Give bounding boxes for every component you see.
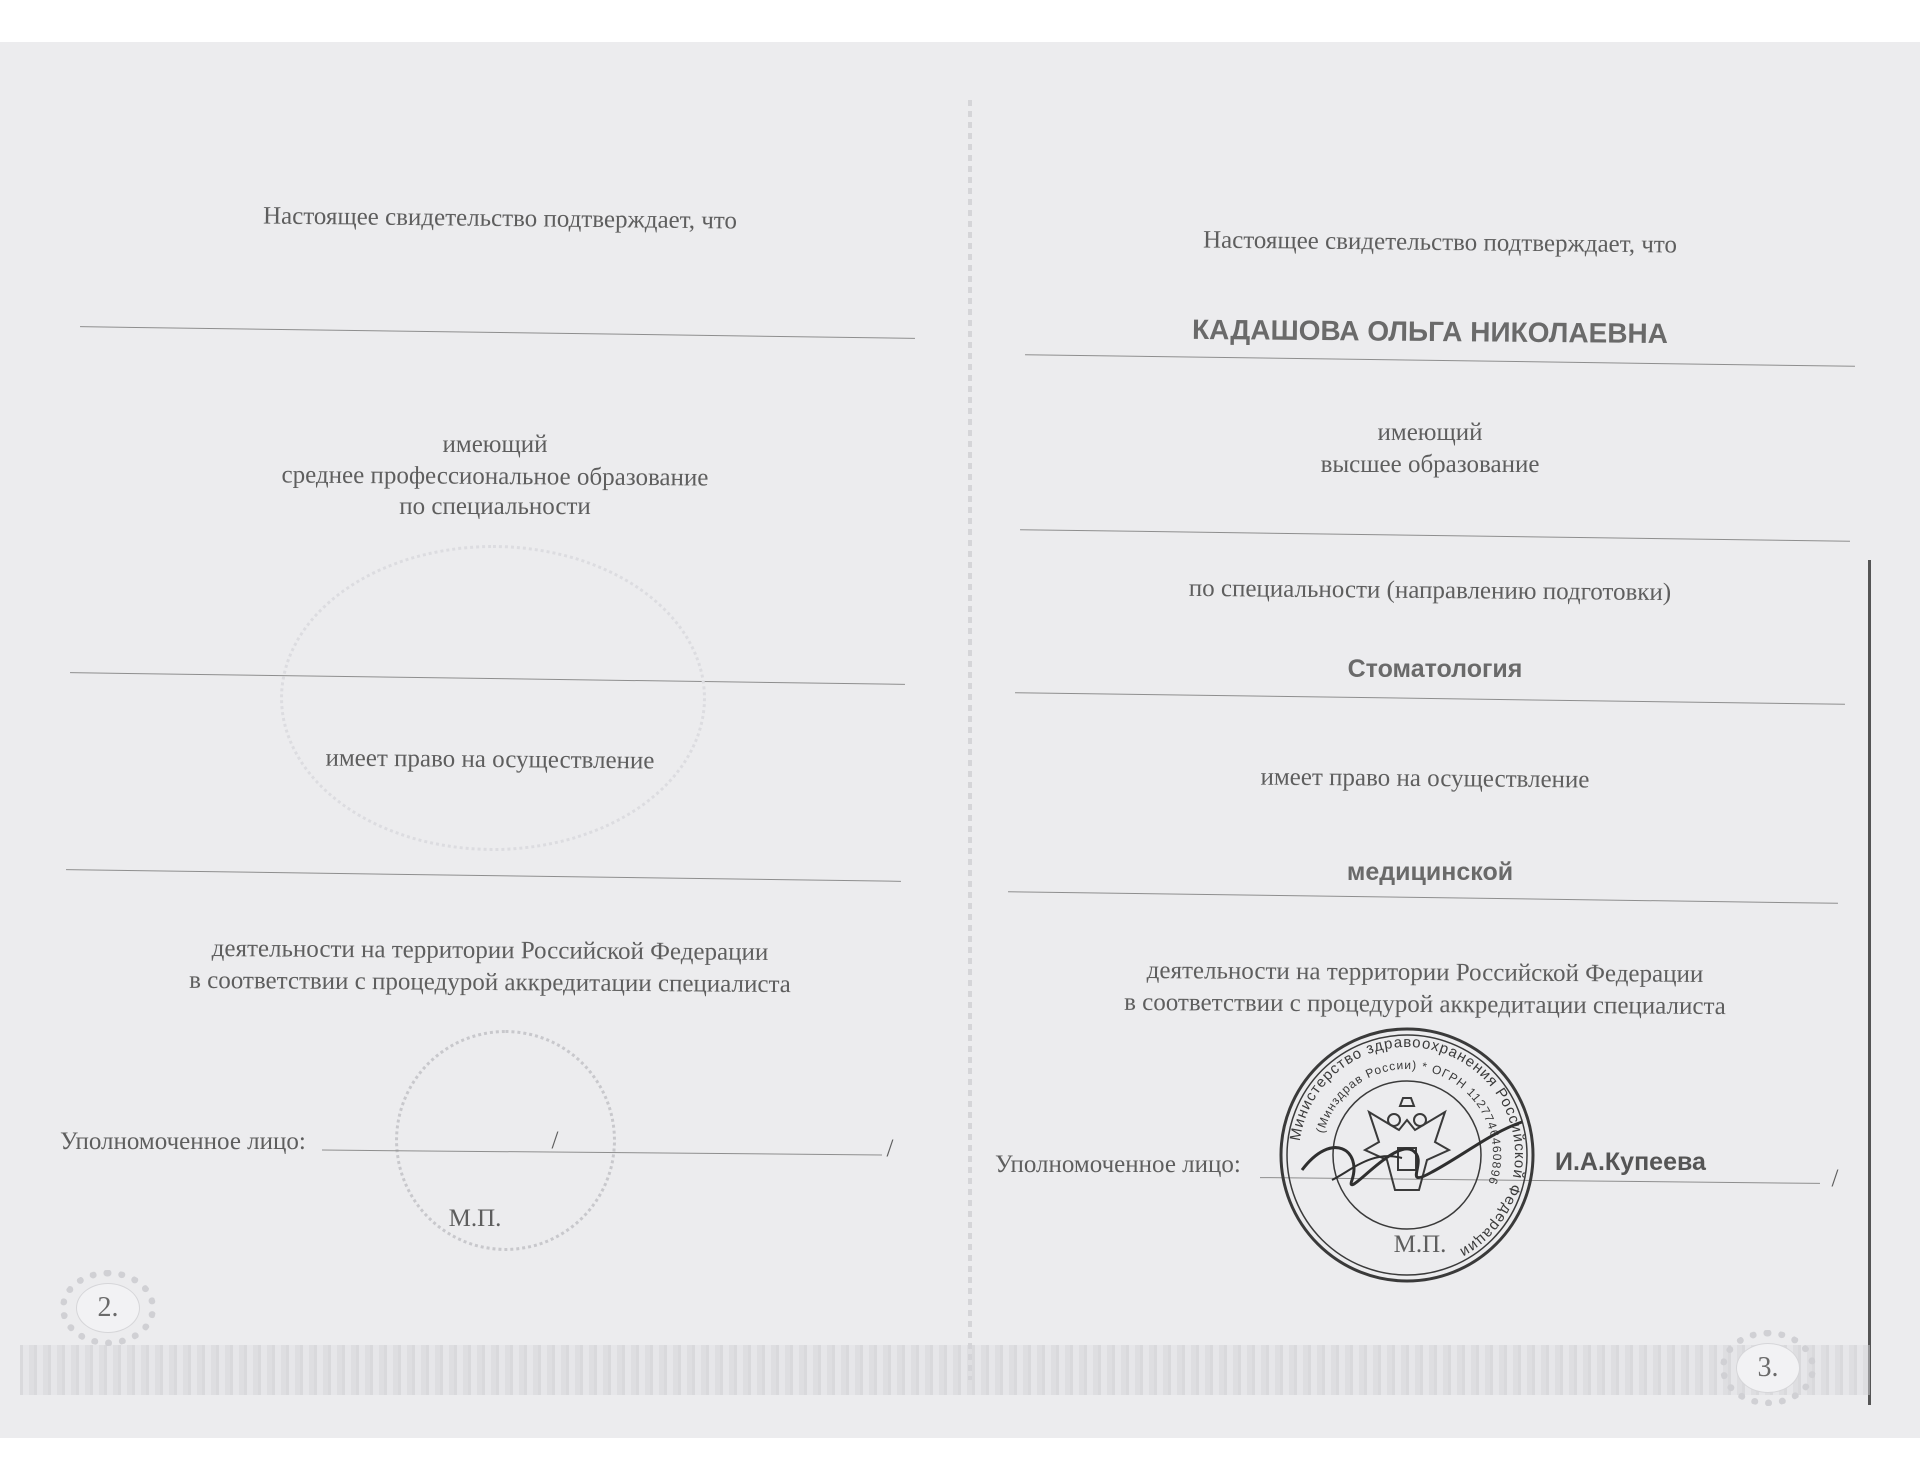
seal-label: М.П. bbox=[448, 1205, 502, 1232]
specialty-label: по специальности bbox=[399, 493, 591, 520]
faint-watermark bbox=[280, 545, 706, 851]
activity-line-2: в соответствии с процедурой аккредитации специалиста bbox=[189, 966, 791, 999]
signer-label: Уполномоченное лицо: bbox=[60, 1128, 306, 1155]
stamp-outer-text: Министерство здравоохранения Российской Федерации bbox=[1286, 1033, 1529, 1262]
page-number-badge bbox=[1720, 1330, 1816, 1406]
slash-1: / bbox=[551, 1127, 559, 1154]
slash-2: / bbox=[886, 1135, 894, 1162]
page-number: 2. bbox=[76, 1283, 140, 1333]
activity-line-1: деятельности на территории Российской Федерации bbox=[211, 935, 769, 966]
stamp-inner-text: (Минздрав России) * ОГРН 1127746460896 bbox=[1313, 1057, 1505, 1188]
page-fold bbox=[968, 100, 972, 1380]
having-text: имеющий bbox=[1377, 419, 1483, 446]
intro-text: Настоящее свидетельство подтверждает, что bbox=[1202, 226, 1678, 259]
page-number-badge bbox=[60, 1270, 156, 1346]
decorative-border bbox=[20, 1345, 1870, 1395]
signer-name: И.А.Купеева bbox=[1555, 1148, 1706, 1176]
having-text: имеющий bbox=[442, 431, 548, 458]
activity-line-2: в соответствии с процедурой аккредитации специалиста bbox=[1124, 988, 1726, 1021]
coat-of-arms-icon bbox=[1365, 1098, 1449, 1190]
specialty-label: по специальности (направлению подготовки) bbox=[1188, 574, 1672, 607]
page-number: 3. bbox=[1736, 1343, 1800, 1393]
right-label: имеет право на осуществление bbox=[1260, 763, 1590, 794]
intro-text: Настоящее свидетельство подтверждает, что bbox=[262, 202, 738, 235]
activity-value: медицинской bbox=[1346, 858, 1514, 886]
holder-name: КАДАШОВА ОЛЬГА НИКОЛАЕВНА bbox=[1191, 313, 1669, 350]
scan-edge bbox=[1868, 560, 1871, 1405]
signer-label: Уполномоченное лицо: bbox=[995, 1151, 1241, 1178]
education-text: высшее образование bbox=[1320, 451, 1540, 478]
education-text: среднее профессиональное образование bbox=[281, 461, 709, 492]
specialty-value: Стоматология bbox=[1347, 655, 1523, 683]
slash: / bbox=[1831, 1165, 1839, 1192]
seal-label: М.П. bbox=[1393, 1231, 1447, 1258]
activity-line-1: деятельности на территории Российской Федерации bbox=[1146, 957, 1704, 988]
right-label: имеет право на осуществление bbox=[325, 744, 655, 775]
